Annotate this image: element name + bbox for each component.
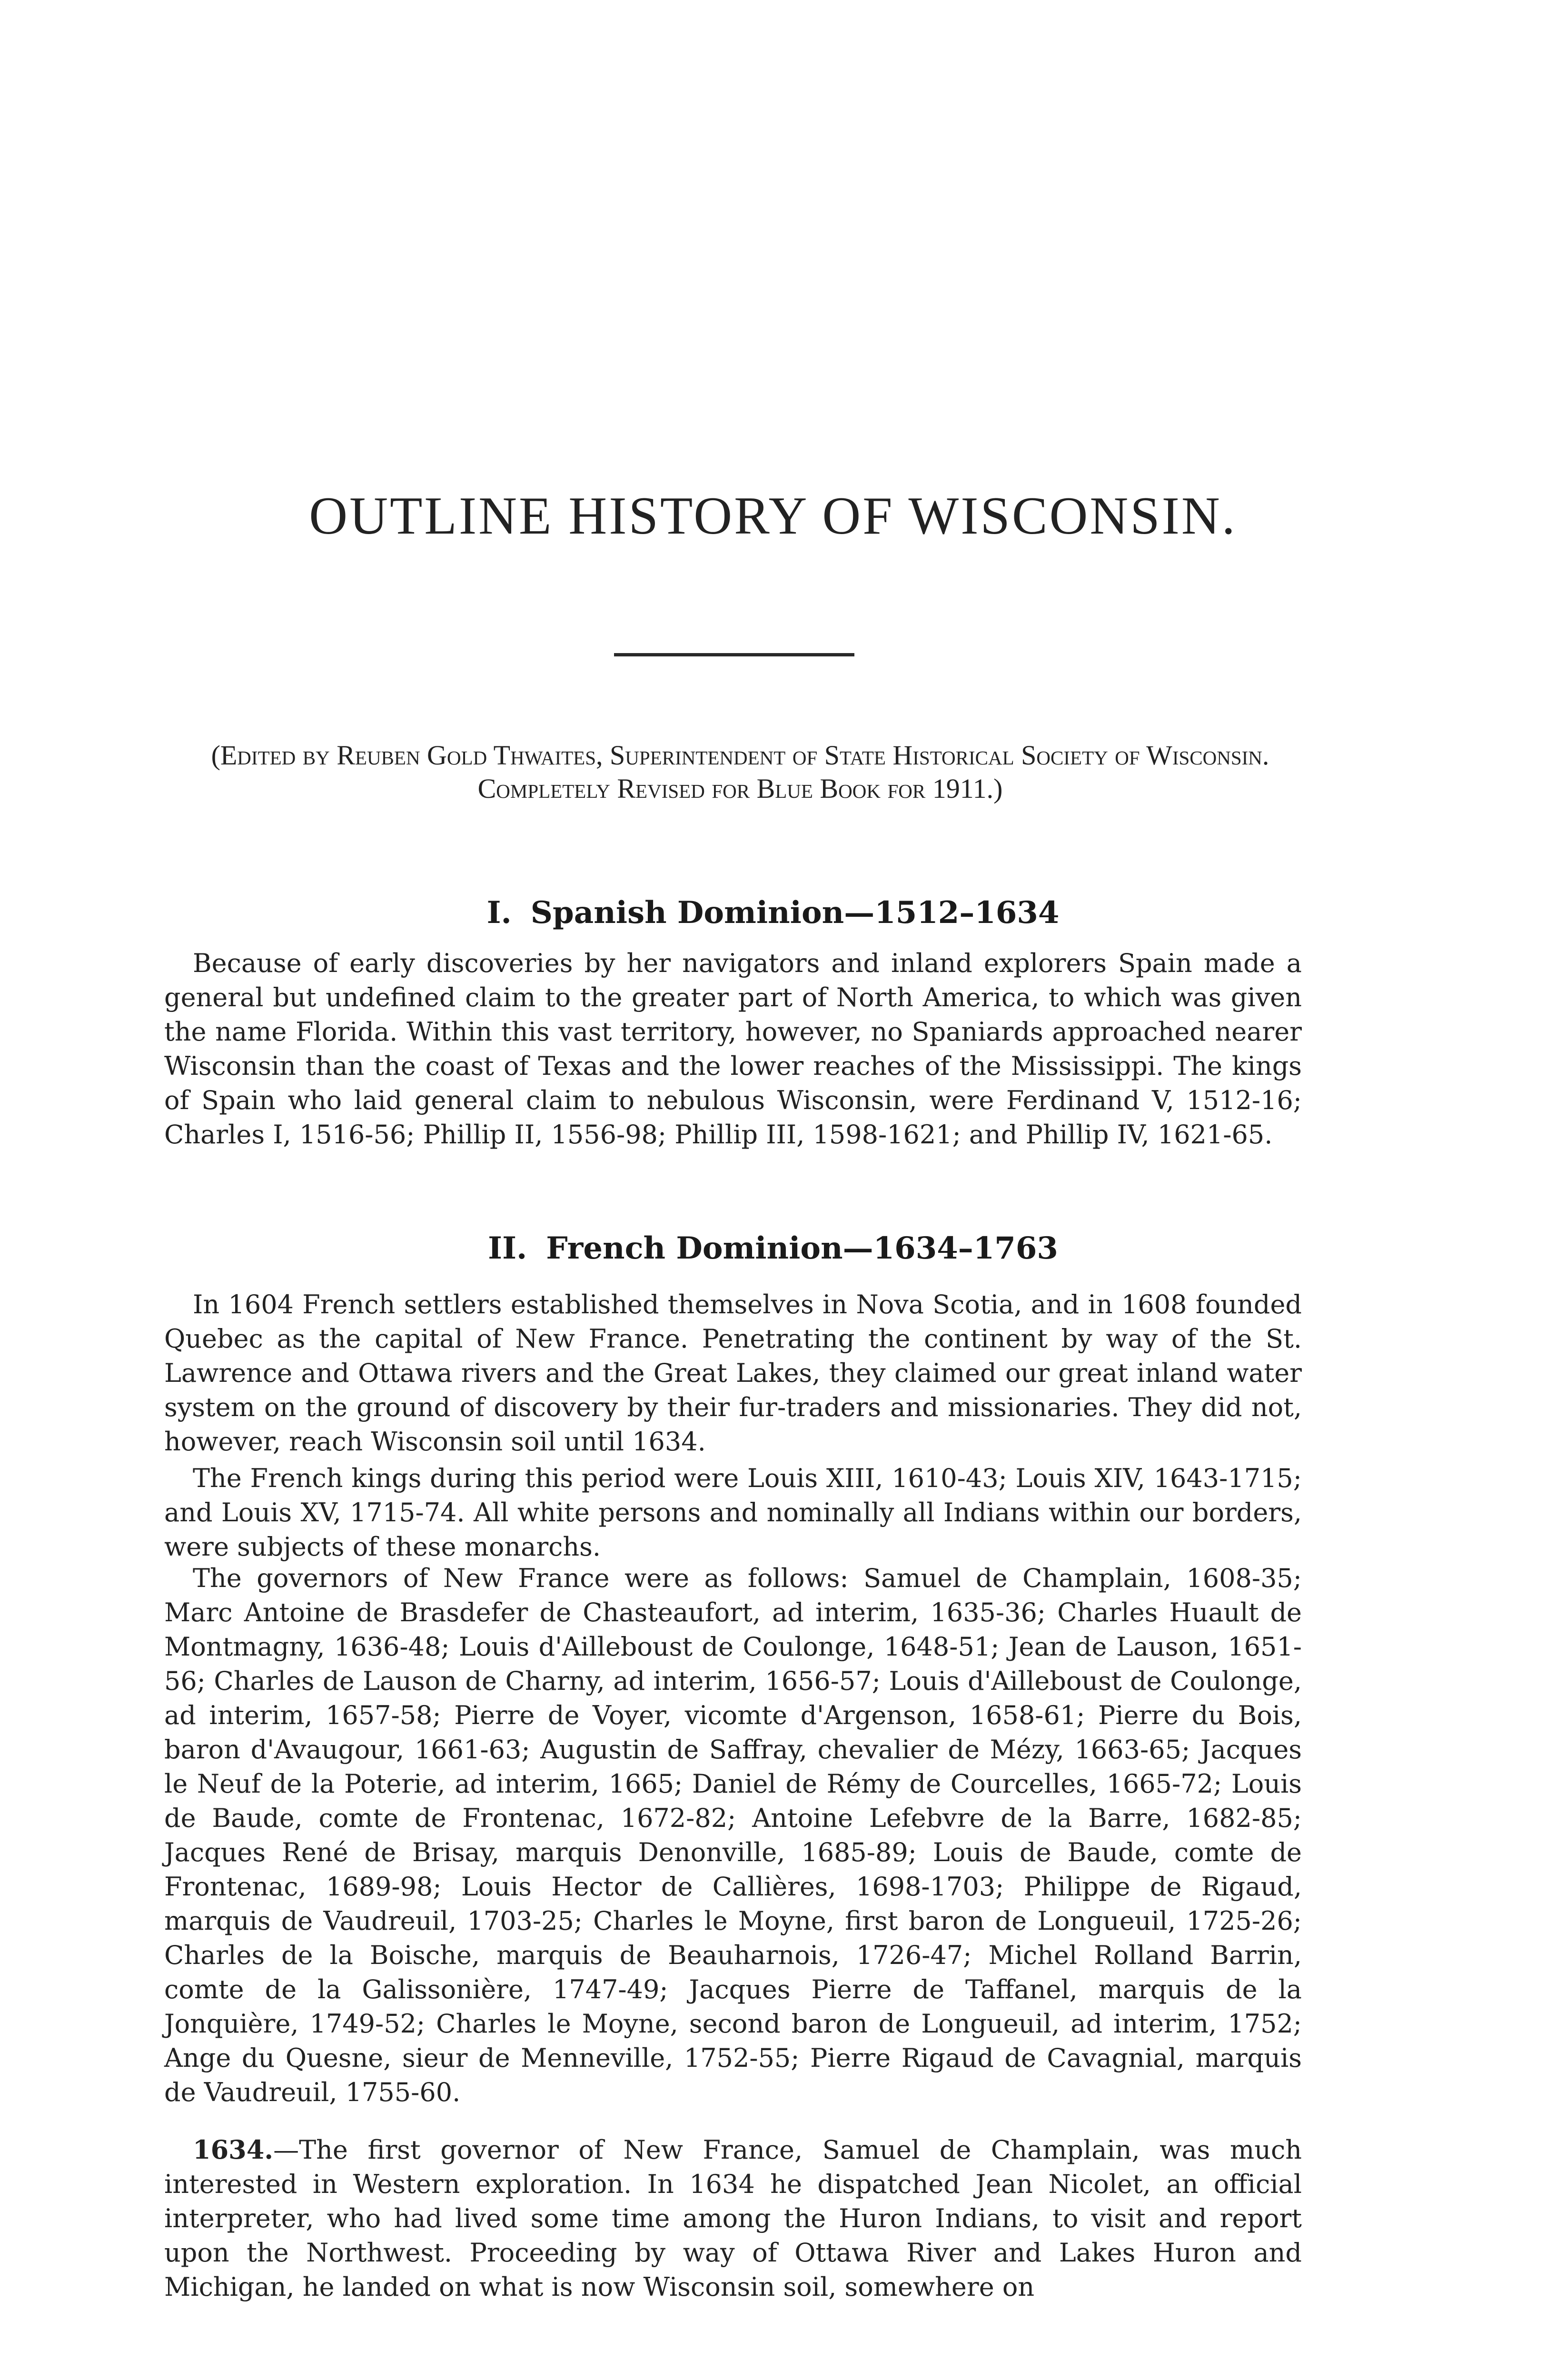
section-heading-french: [0, 1230, 1546, 1266]
page-title: OUTLINE HISTORY OF WISCONSIN.: [309, 486, 1237, 545]
section-number: I.: [486, 895, 512, 931]
section-title: French Dominion—1634–1763: [546, 1230, 1058, 1266]
editor-note: (Edited by Reuben Gold Thwaites, Superintendent of State Historical Society of Wisconsin. Completely Revised for Blue Book for 1911.): [211, 740, 1269, 804]
section-heading-spanish: [0, 895, 1546, 931]
section-number: II.: [488, 1230, 527, 1266]
entry-year: 1634.: [193, 2134, 274, 2165]
section-title: Spanish Dominion—1512–1634: [530, 895, 1060, 931]
year-entry-paragraph: [164, 2132, 1302, 2304]
title-rule: [614, 653, 854, 656]
paragraph: In 1604 French settlers established themselves in Nova Scotia, and in 1608 founded Quebec as the capital of New France. Penetrating the continent by way of the St. Lawrence and Ottawa rivers and the Great Lakes, they claimed our great inland water system on the ground of discovery by their fur-traders and missionaries. They did not, however, reach Wisconsin soil until 1634.: [164, 1289, 1302, 1457]
paragraph: The French kings during this period were Louis XIII, 1610-43; Louis XIV, 1643-1715; and Louis XV, 1715-74. All white persons and nominally all Indians within our borders, were subjects of these monarchs.: [164, 1463, 1302, 1562]
paragraph: The governors of New France were as follows: Samuel de Champlain, 1608-35; Marc Antoine de Brasdefer de Chasteaufort, ad interim, 1635-36; Charles Huault de Montmagny, 1636-48; Louis d'Ailleboust de Coulonge, 1648-51; Jean de Lauson, 1651-56; Charles de Lauson de Charny, ad interim, 1656-57; Louis d'Ailleboust de Coulonge, ad interim, 1657-58; Pierre de Voyer, vicomte d'Argenson, 1658-61; Pierre du Bois, baron d'Avaugour, 1661-63; Augustin de Saffray, chevalier de Mézy, 1663-65; Jacques le Neuf de la Poterie, ad interim, 1665; Daniel de Rémy de Courcelles, 1665-72; Louis de Baude, comte de Frontenac, 1672-82; Antoine Lefebvre de la Barre, 1682-85; Jacques René de Brisay, marquis Denonville, 1685-89; Louis de Baude, comte de Frontenac, 1689-98; Louis Hector de Callières, 1698-1703; Philippe de Rigaud, marquis de Vaudreuil, 1703-25; Charles le Moyne, first baron de Longueuil, 1725-26; Charles de la Boische, marquis de Beauharnois, 1726-47; Michel Rolland Barrin, comte de la Galissonière, 1747-49; Jacques Pierre de Taffanel, marquis de la Jonquière, 1749-52; Charles le Moyne, second baron de Longueuil, ad interim, 1752; Ange du Quesne, sieur de Menneville, 1752-55; Pierre Rigaud de Cavagnial, marquis de Vaudreuil, 1755-60.: [164, 1563, 1302, 2107]
entry-text: —The first governor of New France, Samuel de Champlain, was much interested in Western exploration. In 1634 he dispatched Jean Nicolet, an official interpreter, who had lived some time among the Huron Indians, to visit and report upon the Northwest. Proceeding by way of Ottawa River and Lakes Huron and Michigan, he landed on what is now Wisconsin soil, somewhere on: [164, 2135, 1302, 2302]
paragraph: Because of early discoveries by her navigators and inland explorers Spain made a general but undefined claim to the greater part of North America, to which was given the name Florida. Within this vast territory, however, no Spaniards approached nearer Wisconsin than the coast of Texas and the lower reaches of the Mississippi. The kings of Spain who laid general claim to nebulous Wisconsin, were Ferdinand V, 1512-16; Charles I, 1516-56; Phillip II, 1556-98; Phillip III, 1598-1621; and Phillip IV, 1621-65.: [164, 948, 1302, 1150]
